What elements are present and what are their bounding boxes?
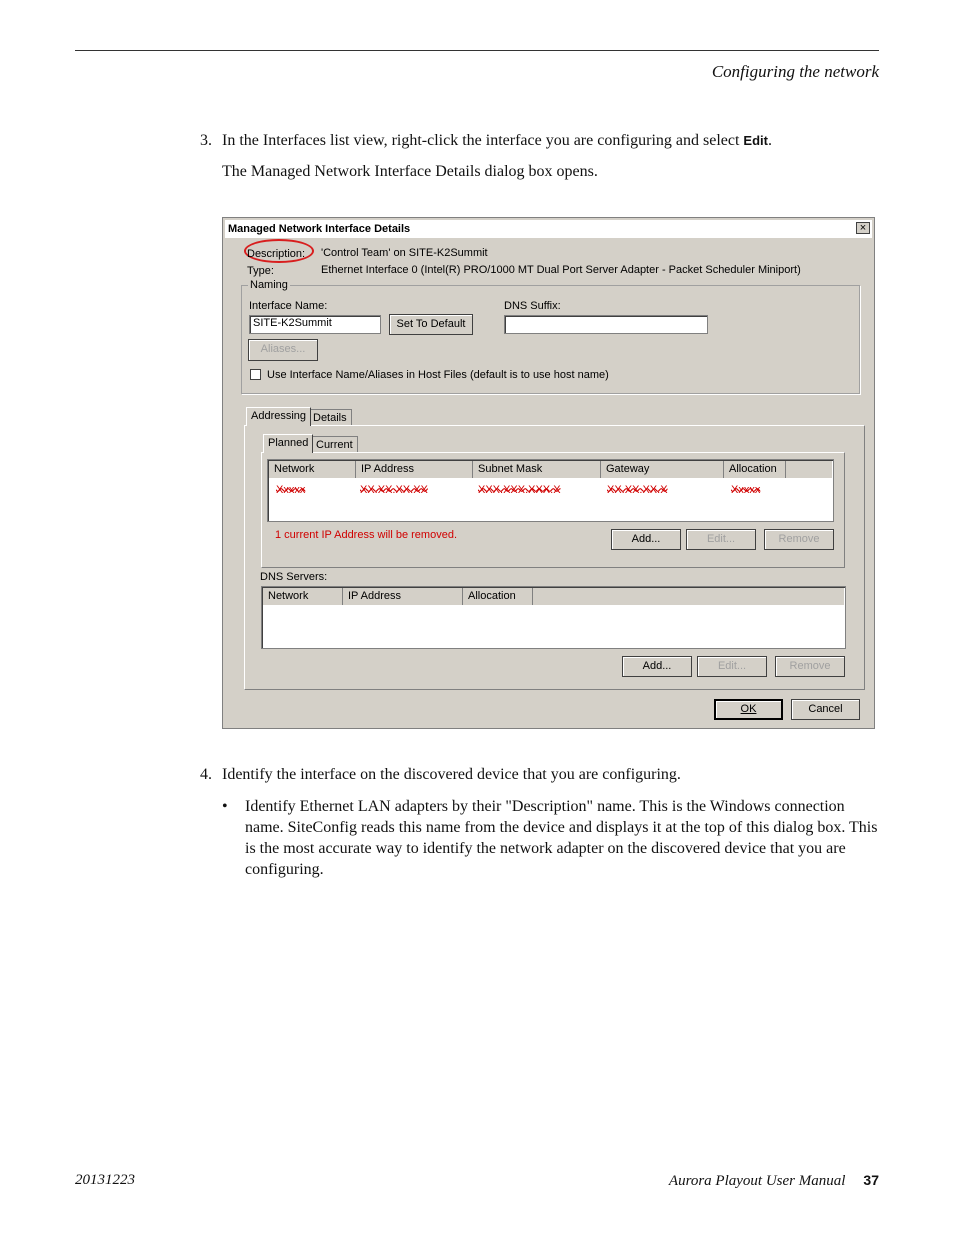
managed-network-interface-dialog (222, 217, 875, 729)
row-subnet-mask[interactable]: XXX.XXX.XXX.X (478, 484, 561, 496)
step-4 (200, 764, 681, 785)
footer-right (669, 1172, 879, 1190)
cancel-button[interactable]: Cancel (791, 699, 860, 720)
col-subnet-mask[interactable]: Subnet Mask (473, 461, 601, 478)
bullet-mark: • (222, 798, 228, 815)
tab-addressing[interactable]: Addressing (246, 407, 311, 426)
address-add-button[interactable]: Add... (611, 529, 681, 550)
dns-remove-button[interactable]: Remove (775, 656, 845, 677)
use-names-checkbox[interactable] (250, 369, 261, 380)
step-3 (200, 130, 772, 151)
step-4-number: 4. (200, 766, 212, 783)
dns-suffix-label: DNS Suffix: (504, 300, 561, 312)
naming-group-title: Naming (250, 279, 288, 291)
footer-date: 20131223 (75, 1172, 135, 1188)
type-label: Type: (247, 265, 274, 277)
footer-manual: Aurora Playout User Manual (668, 1173, 846, 1189)
col-gateway[interactable]: Gateway (601, 461, 724, 478)
bullet-text: Identify Ethernet LAN adapters by their "Description" name. This is the Windows connection name. SiteConfig reads this name from the device and displays it at the top of this dialog box. This is the most accurate way to identify the network adapter on the discovered device that you are configuring. (245, 798, 878, 878)
description-label: Description: (247, 248, 306, 260)
col-allocation[interactable]: Allocation (724, 461, 786, 478)
dns-edit-button[interactable]: Edit... (697, 656, 767, 677)
dialog-title: Managed Network Interface Details (228, 223, 411, 235)
row-network[interactable]: Xxxxx (276, 484, 306, 496)
step-4-text: Identify the interface on the discovered device that you are configuring. (222, 766, 681, 783)
step-text-end: . (767, 132, 772, 149)
step-number: 3. (200, 132, 212, 149)
bullet-item (222, 796, 882, 880)
dns-servers-label: DNS Servers: (260, 571, 328, 583)
ok-button[interactable]: OK (714, 699, 783, 720)
section-title: Configuring the network (711, 62, 879, 81)
address-table (267, 459, 834, 522)
dns-add-button[interactable]: Add... (622, 656, 692, 677)
col-network[interactable]: Network (269, 461, 356, 478)
address-table-header (269, 461, 832, 478)
dialog-titlebar (225, 220, 872, 238)
tab-current[interactable]: Current (311, 436, 358, 453)
description-value: 'Control Team' on SITE-K2Summit (321, 247, 488, 259)
dns-col-network[interactable]: Network (263, 588, 343, 605)
step-3-followup: The Managed Network Interface Details dialog box opens. (222, 163, 598, 180)
tab-details[interactable]: Details (308, 409, 352, 426)
use-names-checkbox-label: Use Interface Name/Aliases in Host Files (default is to use host name) (267, 369, 609, 381)
dns-col-allocation[interactable]: Allocation (463, 588, 533, 605)
step-text: In the Interfaces list view, right-click the interface you are configuring and select (222, 132, 744, 149)
type-value: Ethernet Interface 0 (Intel(R) PRO/1000 MT Dual Port Server Adapter - Packet Scheduler Miniport) (321, 264, 801, 276)
tab-planned[interactable]: Planned (263, 434, 313, 453)
row-allocation[interactable]: Xxxxx (731, 484, 761, 496)
address-edit-button[interactable]: Edit... (686, 529, 756, 550)
address-remove-button[interactable]: Remove (764, 529, 834, 550)
header-rule (75, 50, 879, 51)
row-gateway[interactable]: XX.XX.XX.X (607, 484, 668, 496)
page-number: 37 (863, 1172, 879, 1188)
dns-suffix-input[interactable] (504, 315, 708, 334)
close-icon[interactable]: × (856, 222, 870, 234)
col-ip-address[interactable]: IP Address (356, 461, 473, 478)
row-ip-address[interactable]: XX.XX.XX.XX (360, 484, 428, 496)
aliases-button[interactable]: Aliases... (248, 339, 318, 361)
dns-col-ip-address[interactable]: IP Address (343, 588, 463, 605)
interface-name-label: Interface Name: (249, 300, 328, 312)
interface-name-input[interactable]: SITE-K2Summit (249, 315, 381, 334)
edit-command: Edit (743, 133, 768, 148)
dns-servers-table (261, 586, 846, 649)
dns-table-header (263, 588, 844, 605)
set-to-default-button[interactable]: Set To Default (389, 314, 473, 335)
removal-notice: 1 current IP Address will be removed. (275, 529, 457, 541)
